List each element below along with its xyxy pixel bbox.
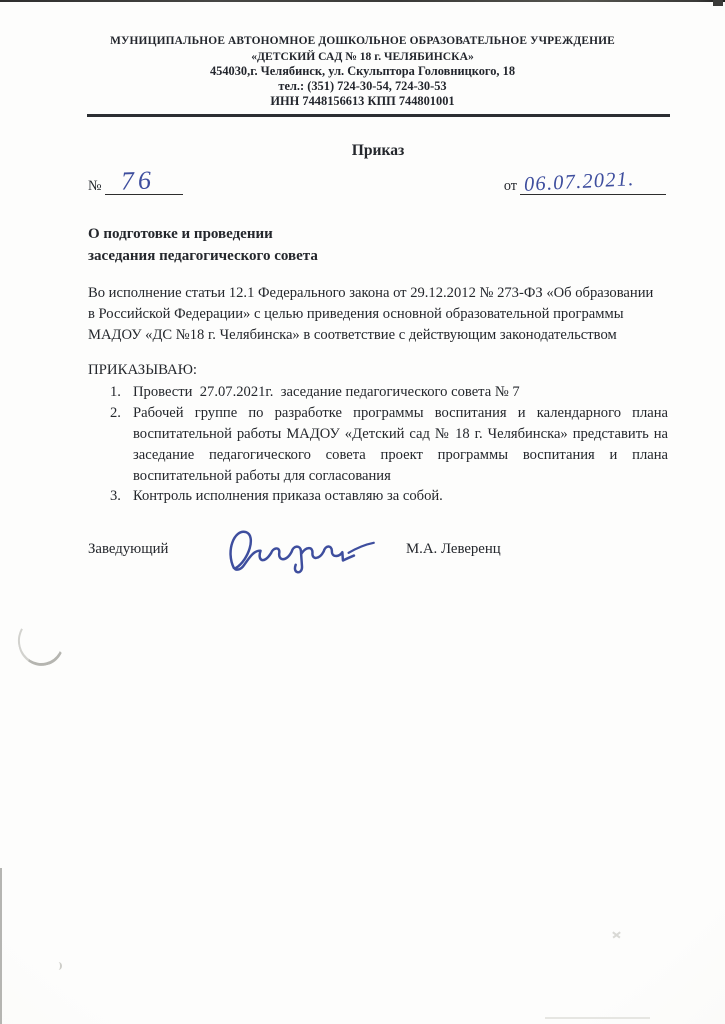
list-item-line: Провести 27.07.2021г. заседание педагогического совета № 7 bbox=[133, 384, 520, 401]
list-item bbox=[88, 403, 668, 486]
order-number-label: № bbox=[88, 178, 102, 195]
order-date-underline bbox=[520, 168, 666, 197]
list-item bbox=[88, 382, 668, 403]
preamble-line: Во исполнение статьи 12.1 Федерального закона от 29.12.2012 № 273-ФЗ «Об образовании bbox=[88, 285, 654, 302]
order-subject-line1: О подготовке и проведении bbox=[88, 226, 273, 243]
order-number-handwritten: 76 bbox=[120, 165, 156, 196]
scan-artifact-left-edge bbox=[0, 868, 2, 1024]
signatory-name: М.А. Леверенц bbox=[406, 541, 501, 558]
order-date-block bbox=[503, 168, 666, 197]
list-item-line: воспитательной работы МАДОУ «Детский сад № 18 г. Челябинска» представить на bbox=[133, 425, 668, 442]
scan-artifact-speck bbox=[55, 962, 62, 970]
list-item-line: воспитательной работы для согласования bbox=[133, 467, 391, 484]
document-title: Приказ bbox=[351, 142, 405, 160]
org-name-line1: МУНИЦИПАЛЬНОЕ АВТОНОМНОЕ ДОШКОЛЬНОЕ ОБРАЗОВАТЕЛЬНОЕ УЧРЕЖДЕНИЕ bbox=[110, 35, 615, 47]
list-item-text bbox=[133, 403, 668, 486]
preamble-line: МАДОУ «ДС №18 г. Челябинска» в соответствие с действующим законодательством bbox=[88, 327, 617, 344]
org-name-line2: «ДЕТСКИЙ САД № 18 г. ЧЕЛЯБИНСКА» bbox=[251, 50, 474, 63]
order-subject-line2: заседания педагогического совета bbox=[88, 248, 318, 265]
order-subject bbox=[88, 223, 668, 267]
order-preamble bbox=[88, 283, 668, 346]
order-number-block bbox=[88, 165, 183, 196]
list-item-text bbox=[133, 382, 668, 403]
letterhead-divider bbox=[87, 114, 670, 117]
handwritten-signature bbox=[214, 509, 383, 582]
order-date-label: от bbox=[503, 178, 517, 195]
list-item-number: 1. bbox=[110, 384, 121, 401]
list-item bbox=[88, 486, 668, 507]
scan-artifact-corner bbox=[713, 0, 723, 6]
preamble-line: в Российской Федерации» с целью приведения основной образовательной программы bbox=[88, 306, 624, 323]
scan-artifact-bottom-streak bbox=[545, 1017, 650, 1019]
signature-row bbox=[88, 521, 668, 585]
org-inn-kpp: ИНН 7448156613 КПП 744801001 bbox=[270, 93, 455, 108]
order-meta-row bbox=[88, 162, 668, 204]
resolution-heading: ПРИКАЗЫВАЮ: bbox=[88, 362, 198, 379]
list-item-line: Контроль исполнения приказа оставляю за собой. bbox=[133, 488, 443, 505]
order-date-handwritten: 06.07.2021. bbox=[523, 168, 636, 197]
list-item-line: заседание педагогического совета проект программы воспитания и плана bbox=[133, 446, 668, 463]
org-phone: тел.: (351) 724-30-54, 724-30-53 bbox=[278, 78, 447, 93]
document-body bbox=[0, 142, 725, 585]
list-item-text bbox=[133, 486, 668, 507]
list-item-number: 2. bbox=[110, 405, 121, 422]
order-number-underline bbox=[105, 165, 183, 196]
resolution-list bbox=[88, 382, 668, 507]
signatory-position: Заведующий bbox=[88, 541, 169, 558]
scan-artifact-fold bbox=[13, 612, 69, 671]
list-item-number: 3. bbox=[110, 488, 121, 505]
org-address: 454030,г. Челябинск, ул. Скульптора Головницкого, 18 bbox=[209, 64, 516, 78]
scan-artifact-top-edge bbox=[0, 0, 725, 2]
list-item-line: Рабочей группе по разработке программы воспитания и календарного плана bbox=[133, 405, 668, 422]
letterhead bbox=[0, 0, 725, 108]
